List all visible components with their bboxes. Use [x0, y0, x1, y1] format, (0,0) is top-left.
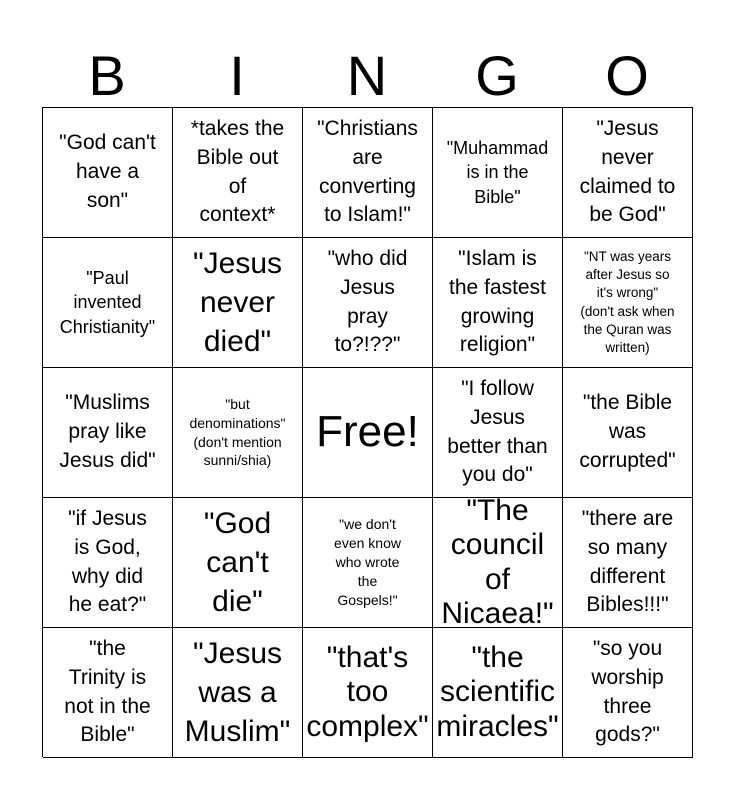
bingo-cell-text: "that's too complex"	[306, 640, 429, 743]
bingo-cell-text: "who did Jesus pray to?!??"	[327, 246, 408, 357]
bingo-cell-text: "the Trinity is not in the Bible"	[64, 636, 151, 747]
header-letter-o: O	[605, 44, 649, 107]
bingo-cell-r3-c2[interactable]	[173, 368, 303, 498]
bingo-header	[42, 44, 692, 108]
bingo-cell-r5-c4[interactable]	[433, 628, 563, 758]
bingo-cell-r4-c3[interactable]	[303, 498, 433, 628]
bingo-cell-r4-c4[interactable]	[433, 498, 563, 628]
bingo-cell-r4-c2[interactable]	[173, 498, 303, 628]
bingo-cell-text: "the scientific miracles"	[436, 640, 559, 743]
bingo-cell-r1-c3[interactable]	[303, 108, 433, 238]
bingo-cell-text: "God can't die"	[203, 507, 272, 618]
bingo-board	[42, 107, 693, 757]
bingo-cell-text: *takes the Bible out of context*	[190, 116, 285, 227]
bingo-cell-text: "we don't even know who wrote the Gospels!"	[334, 516, 401, 608]
header-letter-b: B	[88, 44, 126, 107]
bingo-cell-r5-c1[interactable]	[43, 628, 173, 758]
bingo-cell-text: "Paul invented Christianity"	[59, 268, 156, 337]
bingo-cell-r1-c1[interactable]	[43, 108, 173, 238]
bingo-cell-r3-c5[interactable]	[563, 368, 693, 498]
bingo-cell-text: "Jesus never claimed to be God"	[579, 116, 676, 227]
bingo-cell-r5-c2[interactable]	[173, 628, 303, 758]
bingo-cell-text: "the Bible was corrupted"	[579, 391, 676, 472]
bingo-cell-text: "NT was years after Jesus so it's wrong" (don't ask when the Quran was written)	[580, 248, 675, 355]
bingo-cell-r1-c2[interactable]	[173, 108, 303, 238]
bingo-cell-r5-c5[interactable]	[563, 628, 693, 758]
bingo-cell-r1-c4[interactable]	[433, 108, 563, 238]
bingo-cell-text: "Muslims pray like Jesus did"	[59, 391, 156, 472]
bingo-cell-r4-c1[interactable]	[43, 498, 173, 628]
bingo-cell-text: "I follow Jesus better than you do"	[447, 376, 548, 487]
header-letter-g: G	[475, 44, 519, 107]
bingo-cell-text: "Islam is the fastest growing religion"	[449, 246, 546, 357]
header-letter-n: N	[346, 44, 388, 107]
bingo-cell-r5-c3[interactable]	[303, 628, 433, 758]
bingo-cell-text: "Jesus was a Muslim"	[184, 637, 291, 748]
bingo-cell-text: "so you worship three gods?"	[591, 636, 664, 747]
bingo-cell-text: "The council of Nicaea!"	[441, 498, 554, 628]
bingo-cell-text: "but denominations" (don't mention sunni/shia)	[189, 395, 286, 469]
bingo-cell-r3-c4[interactable]	[433, 368, 563, 498]
bingo-cell-r2-c2[interactable]	[173, 238, 303, 368]
bingo-cell-r2-c1[interactable]	[43, 238, 173, 368]
bingo-cell-text: "if Jesus is God, why did he eat?"	[68, 506, 147, 617]
bingo-cell-r2-c3[interactable]	[303, 238, 433, 368]
bingo-cell-r2-c5[interactable]	[563, 238, 693, 368]
bingo-cell-text: "there are so many different Bibles!!!"	[581, 506, 674, 617]
bingo-cell-r2-c4[interactable]	[433, 238, 563, 368]
header-letter-i: I	[229, 44, 245, 107]
bingo-cell-text: "God can't have a son"	[59, 131, 156, 212]
bingo-cell-text: Free!	[316, 407, 419, 457]
free-space-cell[interactable]	[303, 368, 433, 498]
bingo-cell-r4-c5[interactable]	[563, 498, 693, 628]
bingo-cell-r3-c1[interactable]	[43, 368, 173, 498]
bingo-cell-r1-c5[interactable]	[563, 108, 693, 238]
bingo-cell-text: "Christians are converting to Islam!"	[317, 116, 418, 227]
bingo-cell-text: "Jesus never died"	[192, 247, 283, 358]
bingo-cell-text: "Muhammad is in the Bible"	[446, 138, 549, 207]
